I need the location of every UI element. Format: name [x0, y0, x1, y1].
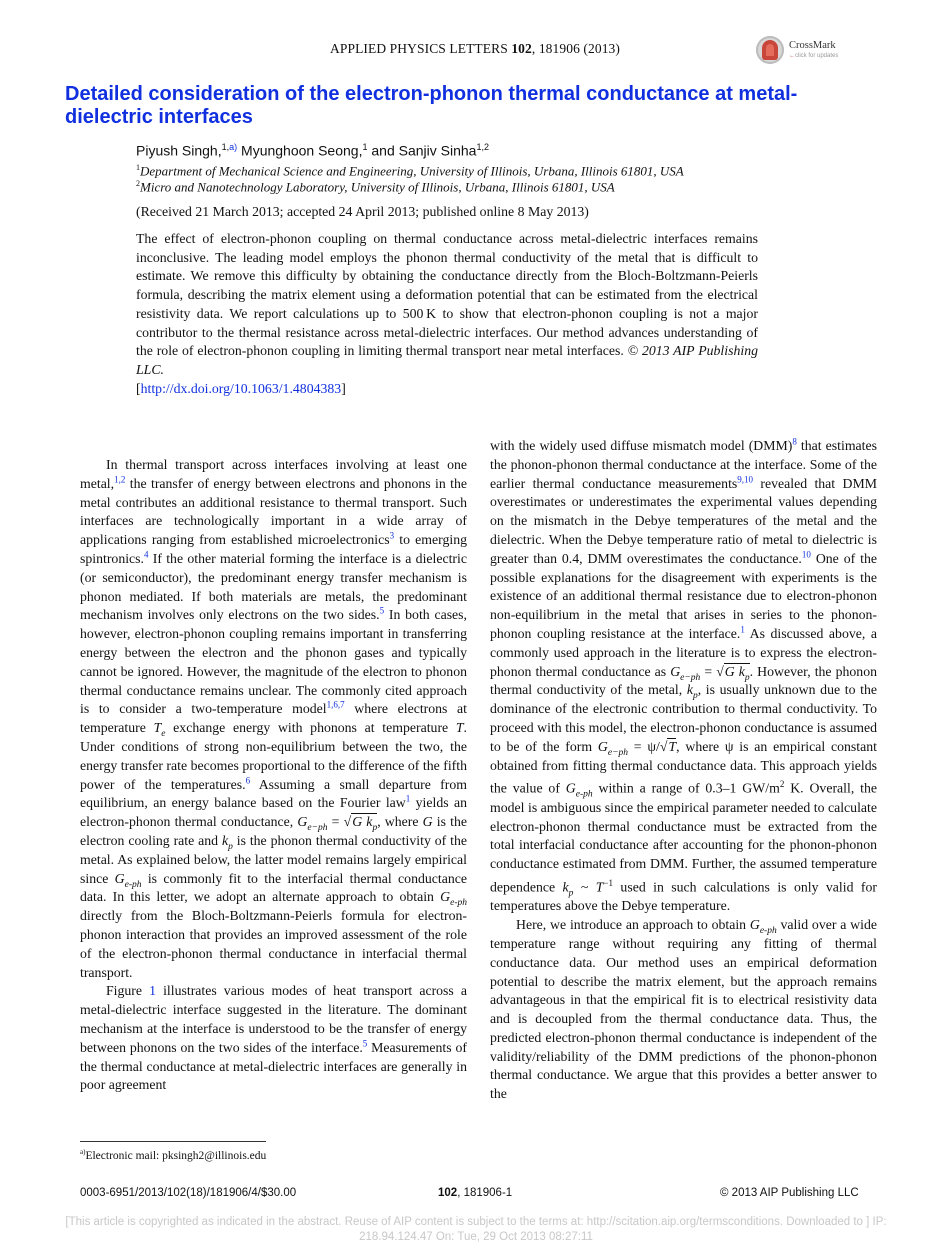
citation-link[interactable]: 5: [379, 605, 385, 616]
footnote-divider: [80, 1141, 266, 1142]
abstract: The effect of electron-phonon coupling on thermal conductance across metal-dielectric interfaces remains inconclusive. The leading model employs the phonon thermal conductivity of the metal that is difficult to estimate. We remove this difficulty by obtaining the conductance directly from the Bloch-Boltzmann-Peierls formula, describing the matrix element using a deformation potential that can be estimated from the electrical resistivity data. We report calculations up to 500 K to show that electron-phonon coupling is not a major contributor to the thermal resistance across metal-dielectric interfaces. Our method advances understanding of the role of electron-phonon coupling in limiting thermal transport near metal interfaces. © 2013 AIP Publishing LLC. [http://dx.doi.org/10.1063/1.4804383]: [136, 231, 758, 396]
footer-copyright: © 2013 AIP Publishing LLC: [720, 1187, 859, 1199]
citation-link[interactable]: 6: [245, 774, 251, 785]
crossmark-title: CrossMark: [789, 40, 836, 52]
citation-link[interactable]: 1,6,7: [326, 699, 345, 710]
download-notice: [0, 1215, 952, 1245]
body-column-left: [80, 456, 467, 1095]
abstract-copyright: © 2013 AIP Publishing LLC.: [136, 343, 758, 377]
footer-code: 0003-6951/2013/102(18)/181906/4/$30.00: [80, 1187, 297, 1199]
citation-link[interactable]: 1,2: [114, 474, 126, 485]
paragraph: In thermal transport across interfaces involving at least one metal,$^{1,2}$ the transfer of energy between electrons and phonons in the metal contributes an additional resistance to thermal transport. Such interfaces are technologically important in a wide array of applications ranging from established microelectronics$^3$ to emerging spintronics.$^4$ If the other material forming the interface is a dielectric (or semiconductor), the predominant energy transfer mechanism is phonon mediated. If both materials are metals, the predominant mechanism involves only electrons on the two sides.$^5$ In both cases, however, electron-phonon coupling remains important in transferring energy between the electron and the phonon gases and typically cannot be ignored. However, the magnitude of the electron to phonon thermal conductance remains unclear. The commonly cited approach is to consider a two-temperature model$^{1,6,7}$ where electrons at temperature $T_e$ exchange energy with phonons at temperature T. Under conditions of strong non-equilibrium between the two, the energy transfer rate becomes proportional to the difference of the fifth power of the temperatures.$^6$ Assuming a small departure from equilibrium, an energy balance based on the Fourier law$^1$ yields an electron-phonon thermal conductance, $G_{e-ph} = √G$ $k_p$, where G is the electron cooling rate and $k_p$ is the phonon thermal conductivity of the metal. As explained below, the latter model remains largely empirical since $G_{e-ph}$ is commonly fit to the interfacial thermal conductance data. In this letter, we adopt an alternate approach to obtain $G_{e-ph}$ directly from the Bloch-Boltzmann-Peierls formula for electron-phonon interaction that provides an improved assessment of the role of the electron-phonon thermal conductance in interfacial thermal transport.: [80, 457, 468, 980]
footer-page: 102, 181906-1: [438, 1187, 513, 1199]
figure-link[interactable]: 1: [149, 983, 157, 999]
journal-header: [330, 41, 620, 57]
journal-volume: 102: [511, 41, 532, 56]
paragraph: Figure 1 illustrates various modes of heat transport across a metal-dielectric interface suggested in the literature. The dominant mechanism at the interface is understood to be the transfer of energy between phonons on the two sides of the interface.$^5$ Measurements of the thermal conductance at metal-dielectric interfaces are generally in poor agreement: [80, 983, 467, 1093]
citation-link[interactable]: 3: [389, 530, 395, 541]
crossmark-subtitle: ←click for updates: [789, 52, 839, 59]
received-dates: (Received 21 March 2013; accepted 24 April 2013; published online 8 May 2013): [136, 204, 589, 219]
footnote-email: Electronic mail: pksingh2@illinois.edu: [85, 1149, 267, 1162]
citation-link[interactable]: 10: [801, 549, 811, 560]
journal-name: APPLIED PHYSICS LETTERS: [330, 41, 508, 56]
author-name: Piyush Singh,: [136, 142, 222, 159]
paragraph: with the widely used diffuse mismatch model (DMM)$^8$ that estimates the phonon-phonon thermal conductance at the interface. Some of the earlier thermal conductance measurements$^{9,10}$ revealed that DMM overestimates or underestimates the experimental values depending on the mismatch in the Debye temperatures of the metal and the dielectric. When the Debye temperature ratio of metal to dielectric is greater than 0.4, DMM overestimates the conductance.$^{10}$ One of the possible explanations for the disagreement with experiments is the existence of an additional thermal resistance due to electron-phonon non-equilibrium in the metal that arises in series to the phonon-phonon coupling resistance at the interface.$^1$ As discussed above, a commonly used approach in the literature is to express the electron-phonon thermal conductance as $G_{e-ph} = √G$ $k_p$. However, the phonon thermal conductivity of the metal, $k_p$, is usually unknown due to the dominance of the electronic contribution to thermal conductivity. To proceed with this model, the electron-phonon conductance is assumed to be of the form $G_{e-ph} = \psi/√T$, where ψ is an empirical constant obtained from fitting thermal conductance data. This approach yields the value of $G_{e-ph}$ within a range of 0.3–1 $GW/m^2$ K. Overall, the model is ambiguous since the empirical parameter needed to calculate electron-phonon thermal conductance must be extracted from the total interfacial conductance after accounting for the phonon-phonon conductance estimated from DMM. Further, the assumed temperature dependence $k_p$ ~ $T^{-1}$ used in such calculations is only valid for temperatures above the Debye temperature.: [490, 436, 877, 914]
journal-article-info: , 181906 (2013): [531, 41, 620, 56]
citation-link[interactable]: 5: [362, 1038, 368, 1049]
affiliation: $^1$Department of Mechanical Science and Engineering, University of Illinois, Urbana, Illinois 61801, USA: [136, 163, 684, 179]
citation-link[interactable]: 1: [405, 793, 411, 804]
author-note-link[interactable]: a): [229, 142, 238, 152]
author-name: and Sanjiv Sinha: [367, 142, 477, 159]
body-column-right: [490, 437, 877, 1104]
doi-link[interactable]: http://dx.doi.org/10.1063/1.4804383: [140, 380, 342, 396]
citation-link[interactable]: 8: [792, 436, 797, 447]
crossmark-badge[interactable]: [756, 33, 866, 67]
citation-link[interactable]: 9,10: [737, 474, 754, 484]
citation-link[interactable]: 4: [144, 549, 149, 560]
download-notice-line: 218.94.124.47 On: Tue, 29 Oct 2013 08:27:11: [359, 1231, 593, 1243]
paragraph: Here, we introduce an approach to obtain $G_{e-ph}$ valid over a wide temperature range without requiring any fitting of thermal conductance data. Our method uses an empirical deformation potential to describe the matrix element, but the approach remains advantageous in that the empirical fit is to electrical resistivity data and is decoupled from the thermal conductance data. Thus, the predicted electron-phonon thermal conductance is independent of the validity/reliability of the DMM predictions of the phonon-phonon thermal conductance. We argue that this provides a better answer to the: [490, 917, 877, 1102]
article-title: Detailed consideration of the electron-phonon thermal conductance at metal-dielectric interfaces: [65, 83, 798, 128]
download-notice-line: [This article is copyrighted as indicated in the abstract. Reuse of AIP content is subject to the terms at: http://scitation.aip.org/termsconditions. Downloaded to ] IP:: [65, 1216, 887, 1228]
author-list: Piyush Singh,$^{1,a)}$ Myunghoon Seong,$^1$ and Sanjiv Sinha$^{1,2}$: [136, 142, 489, 159]
arrow-left-icon: ←: [789, 52, 795, 59]
crossmark-icon: [756, 36, 784, 64]
affiliation: $^2$Micro and Nanotechnology Laboratory, University of Illinois, Urbana, Illinois 61801, USA: [136, 179, 615, 195]
citation-link[interactable]: 1: [740, 624, 745, 635]
abstract-text: The effect of electron-phonon coupling on thermal conductance across metal-dielectric interfaces remains inconclusive. The leading model employs the phonon thermal conductivity of the metal that is difficult to estimate. We remove this difficulty by obtaining the conductance directly from the Bloch-Boltzmann-Peierls formula, describing the matrix element using a deformation potential that can be estimated from the electrical resistivity data. We report calculations up to 500 K to show that electron-phonon coupling is not a major contributor to the thermal resistance across metal-dielectric interfaces. Our method advances understanding of the role of electron-phonon coupling in limiting thermal transport near metal interfaces.: [136, 231, 758, 359]
author-name: Myunghoon Seong,: [237, 142, 363, 159]
footnote: $^{a)}$Electronic mail: pksingh2@illinois.edu: [80, 1148, 267, 1162]
